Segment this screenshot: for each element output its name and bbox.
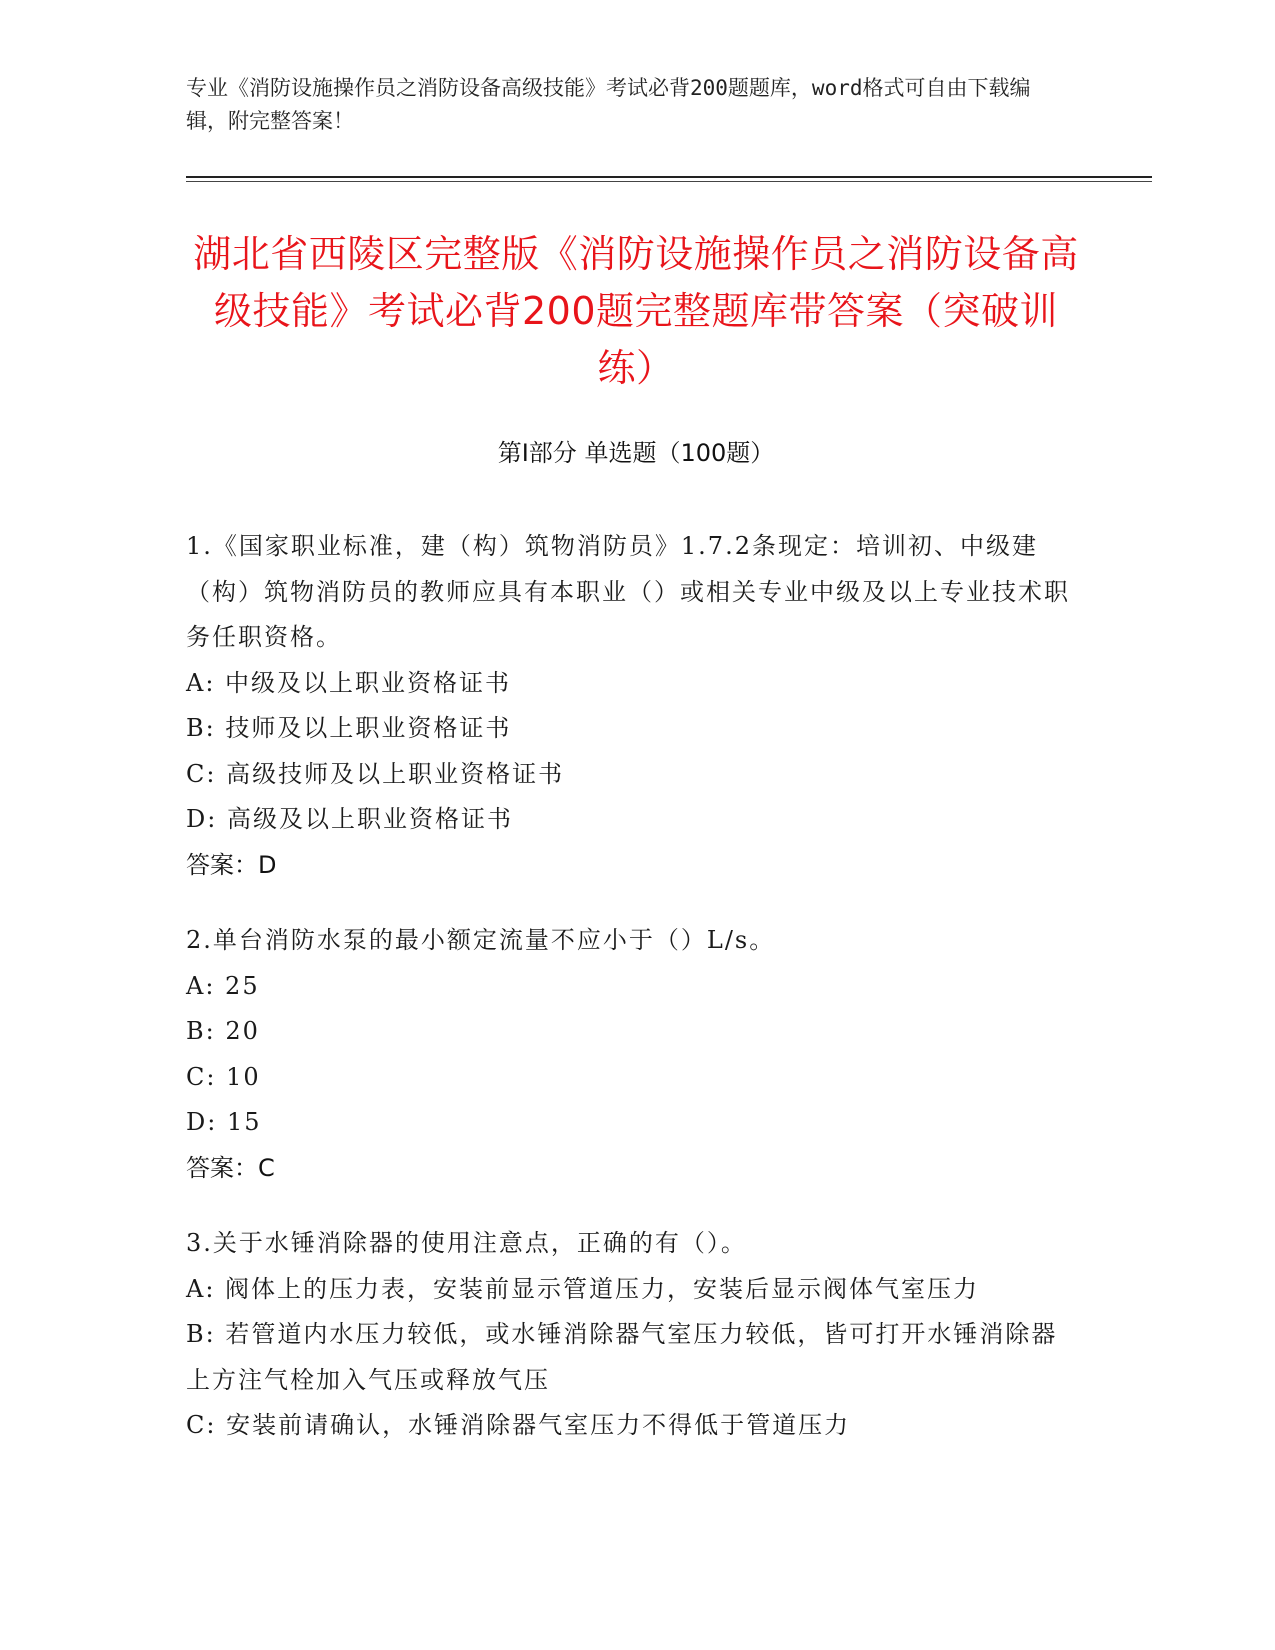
option-d: D: 高级及以上职业资格证书 [186,805,513,833]
question-3 [186,1221,1076,1449]
question-stem: 2.单台消防水泵的最小额定流量不应小于（）L/s。 [186,926,776,954]
document-title: 湖北省西陵区完整版《消防设施操作员之消防设备高级技能》考试必背200题完整题库带答案（突破训练） [193,232,1079,390]
option-c: C: 安装前请确认，水锤消除器气室压力不得低于管道压力 [186,1411,851,1439]
header-note: 专业《消防设施操作员之消防设备高级技能》考试必背200题题库，word格式可自由下载编辑，附完整答案！ [186,76,1031,133]
question-1 [186,524,1076,888]
question-list [186,524,1076,1479]
option-b: B: 技师及以上职业资格证书 [186,714,512,742]
option-a: A: 中级及以上职业资格证书 [186,668,512,697]
option-c: C: 10 [186,1062,261,1091]
option-b: B: 20 [186,1017,260,1045]
question-answer: 答案：D [186,850,277,879]
header-divider-thick [186,176,1152,178]
question-2 [186,918,1076,1191]
option-c: C: 高级技师及以上职业资格证书 [186,759,565,788]
option-a: A: 25 [186,971,260,1000]
question-stem: 1.《国家职业标准，建（构）筑物消防员》1.7.2条现定：培训初、中级建（构）筑物消防员的教师应具有本职业（）或相关专业中级及以上专业技术职务任职资格。 [186,532,1070,651]
question-answer: 答案：C [186,1153,275,1182]
option-b: B: 若管道内水压力较低，或水锤消除器气室压力较低，皆可打开水锤消除器上方注气栓加入气压或释放气压 [186,1320,1058,1394]
question-stem: 3.关于水锤消除器的使用注意点，正确的有（）。 [186,1229,747,1257]
option-a: A: 阀体上的压力表，安装前显示管道压力，安装后显示阀体气室压力 [186,1274,980,1303]
section-title: 第I部分 单选题（100题） [497,439,775,467]
header-divider-thin [186,181,1152,182]
option-d: D: 15 [186,1108,262,1136]
